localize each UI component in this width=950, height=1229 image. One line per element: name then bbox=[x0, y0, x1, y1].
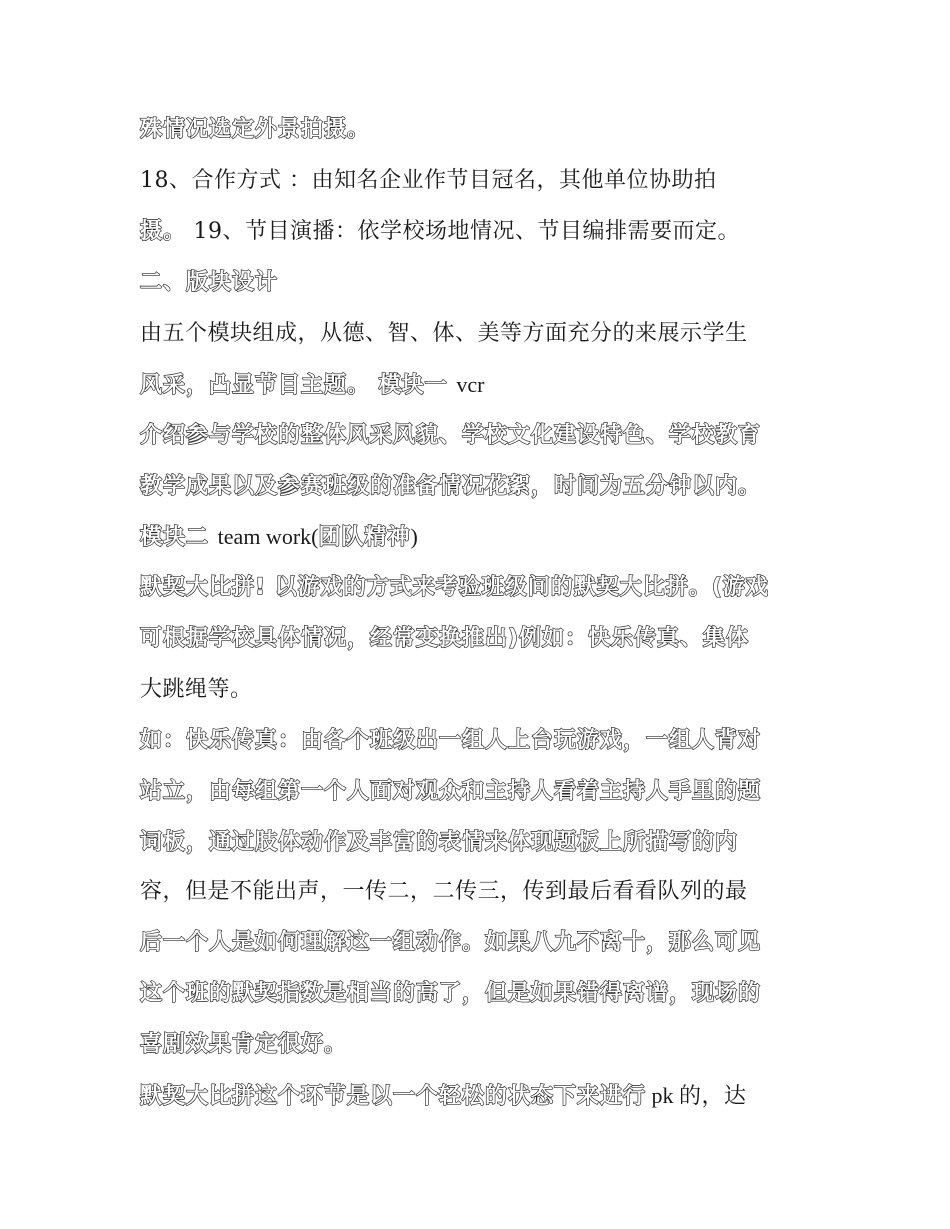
text-segment: 团队精神 bbox=[318, 525, 411, 550]
text-line bbox=[140, 166, 830, 196]
text-line bbox=[140, 979, 830, 1009]
text-segment: 大跳绳等。 bbox=[140, 677, 253, 702]
text-line bbox=[140, 675, 830, 705]
text-line bbox=[140, 1081, 830, 1112]
text-segment: 殊情况选定外景拍摄。 bbox=[140, 117, 371, 142]
text-segment: 可根据学校具体情况，经常变换推出)例如：快乐传真、集体 bbox=[140, 626, 750, 651]
text-line bbox=[140, 877, 830, 907]
text-line bbox=[140, 217, 830, 247]
text-segment: 介绍参与学校的整体风采风貌、学校文化建设特色、学校教育 bbox=[140, 423, 762, 448]
text-segment: 18、合作方式 ：由知名企业作节目冠名，其他单位协助拍 bbox=[140, 168, 717, 193]
text-segment: 模块二 bbox=[140, 525, 218, 550]
text-segment: ) bbox=[410, 524, 418, 549]
text-segment: 如：快乐传真：由各个班级出一组人上台玩游戏，一组人背对 bbox=[140, 728, 762, 753]
text-line bbox=[140, 522, 830, 553]
text-segment: 后一个人是如何理解这一组动作。如果八九不离十，那么可见 bbox=[140, 930, 762, 955]
text-segment: 容，但是不能出声，一传二，二传三，传到最后看看队列的最 bbox=[140, 879, 748, 904]
text-segment: 摄。 bbox=[140, 219, 187, 244]
text-segment: 的，达 bbox=[679, 1084, 747, 1109]
text-segment: 这个班的默契指数是相当的高了，但是如果错得离谱，现场的 bbox=[140, 981, 762, 1006]
text-segment: 二、版块设计 bbox=[140, 270, 279, 295]
text-line bbox=[140, 319, 830, 349]
text-segment: 风采，凸显节目主题。 模块一 bbox=[140, 373, 457, 398]
text-segment: team work( bbox=[217, 524, 319, 549]
text-line bbox=[140, 472, 830, 502]
text-line bbox=[140, 421, 830, 451]
text-segment: 默契大比拼! 以游戏的方式来考验班级间的默契大比拼。(游戏 bbox=[140, 575, 769, 600]
text-segment: 由五个模块组成，从德、智、体、美等方面充分的来展示学生 bbox=[140, 321, 748, 346]
text-segment: 站立，由每组第一个人面对观众和主持人看着主持人手里的题 bbox=[140, 779, 762, 804]
text-line bbox=[140, 828, 830, 858]
text-line bbox=[140, 777, 830, 807]
text-line bbox=[140, 573, 830, 603]
text-segment: 教学成果以及参赛班级的准备情况花絮，时间为五分钟以内。 bbox=[140, 474, 762, 499]
text-line bbox=[140, 726, 830, 756]
text-segment: 19、节目演播：依学校场地情况、节目编排需要而定。 bbox=[186, 219, 741, 244]
text-segment: pk bbox=[646, 1083, 680, 1108]
text-line bbox=[140, 115, 830, 145]
text-segment: 词板，通过肢体动作及丰富的表情来体现题板上所描写的内 bbox=[140, 830, 739, 855]
text-line bbox=[140, 370, 830, 401]
text-segment: 默契大比拼这个环节是以一个轻松的状态下来进行 bbox=[140, 1084, 647, 1109]
text-line bbox=[140, 928, 830, 958]
text-segment: vcr bbox=[456, 372, 485, 397]
text-segment: 喜剧效果肯定很好。 bbox=[140, 1032, 348, 1057]
text-line bbox=[140, 1030, 830, 1060]
section-heading bbox=[140, 268, 830, 298]
text-line bbox=[140, 624, 830, 654]
